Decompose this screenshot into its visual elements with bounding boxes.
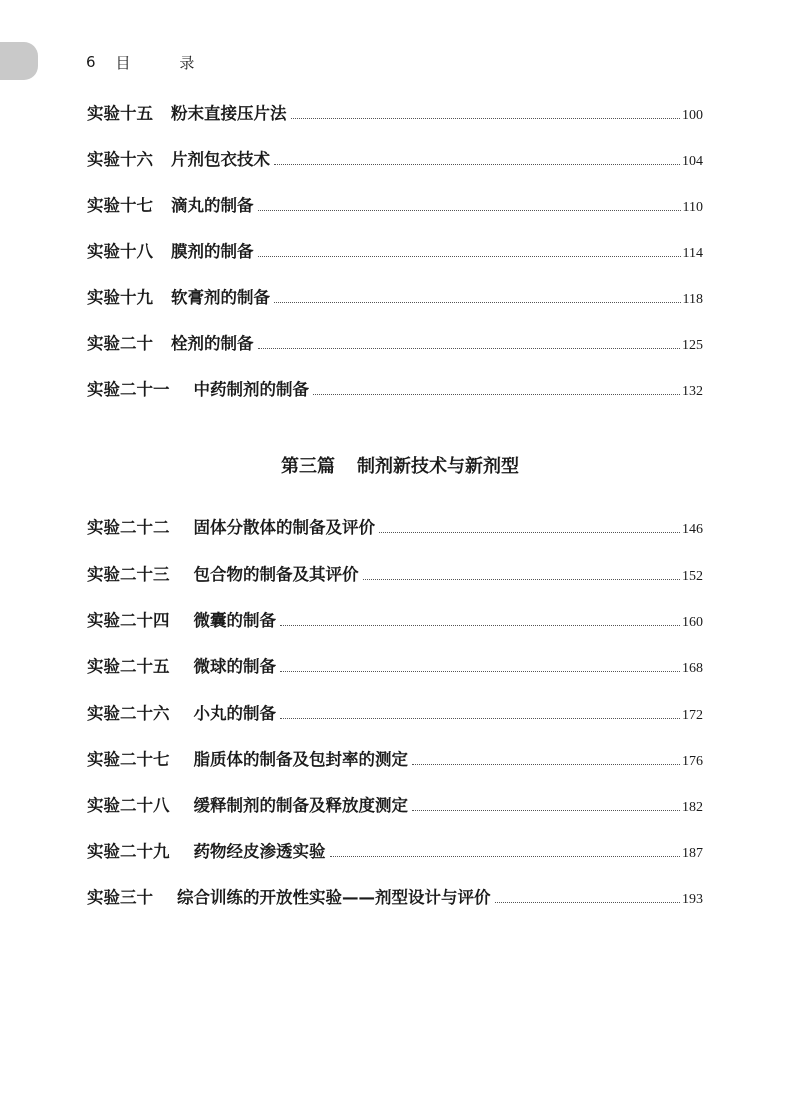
toc-leader-dots <box>258 256 681 257</box>
toc-entry[interactable] <box>87 284 703 308</box>
toc-entry-number: 实验十八 <box>87 242 153 261</box>
toc-entry-page: 176 <box>682 754 703 769</box>
toc-entry-number: 实验二十六 <box>87 704 170 723</box>
toc-entry[interactable] <box>87 746 703 770</box>
toc-leader-dots <box>280 625 680 626</box>
toc-entry[interactable] <box>87 192 703 216</box>
toc-entry-page: 187 <box>682 846 703 861</box>
toc-entry[interactable] <box>87 238 703 262</box>
toc-entry[interactable] <box>87 700 703 724</box>
toc-entry-number: 实验二十九 <box>87 842 170 861</box>
toc-entry-number: 实验十九 <box>87 288 153 307</box>
toc-entry-title: 中药制剂的制备 <box>193 380 309 399</box>
toc-entry-title: 膜剂的制备 <box>171 242 254 261</box>
toc-leader-dots <box>495 902 681 903</box>
toc-entry-number: 实验二十八 <box>87 796 170 815</box>
toc-entry-number: 实验三十 <box>87 888 153 907</box>
toc-entry-page: 168 <box>682 661 703 676</box>
toc-entry-title: 片剂包衣技术 <box>171 150 270 169</box>
toc-entry[interactable] <box>87 146 703 170</box>
toc-leader-dots <box>280 671 680 672</box>
toc-entry[interactable] <box>87 514 703 538</box>
toc-leader-dots <box>412 810 680 811</box>
toc-entry-number: 实验十五 <box>87 104 153 123</box>
toc-leader-dots <box>280 718 680 719</box>
toc-entry-title: 缓释制剂的制备及释放度测定 <box>193 796 408 815</box>
toc-entry-number: 实验二十 <box>87 334 153 353</box>
toc-entry-title: 微球的制备 <box>193 657 276 676</box>
toc-leader-dots <box>363 579 681 580</box>
toc-entry-title: 脂质体的制备及包封率的测定 <box>193 750 408 769</box>
toc-entry-title: 药物经皮渗透实验 <box>193 842 326 861</box>
toc-entry-title: 滴丸的制备 <box>171 196 254 215</box>
toc-entry-number: 实验二十二 <box>87 518 170 537</box>
toc-leader-dots <box>313 394 680 395</box>
toc-leader-dots <box>274 164 680 165</box>
toc-leader-dots <box>291 118 681 119</box>
toc-entry-number: 实验二十四 <box>87 611 170 630</box>
toc-entry[interactable] <box>87 100 703 124</box>
toc-entry-page: 114 <box>682 246 703 261</box>
toc-entry-number: 实验十七 <box>87 196 153 215</box>
toc-leader-dots <box>379 532 680 533</box>
toc-entry[interactable] <box>87 561 703 585</box>
toc-entry-title: 固体分散体的制备及评价 <box>193 518 375 537</box>
section-heading-part3 <box>0 452 800 478</box>
toc-entry-page: 104 <box>682 154 703 169</box>
page-edge-tab <box>0 42 38 80</box>
section-part-name: 制剂新技术与新剂型 <box>357 456 519 477</box>
toc-entry[interactable] <box>87 330 703 354</box>
toc-leader-dots <box>274 302 681 303</box>
toc-entry[interactable] <box>87 792 703 816</box>
toc-entry-title: 小丸的制备 <box>193 704 276 723</box>
toc-entry-page: 160 <box>682 615 703 630</box>
toc-entry-title: 软膏剂的制备 <box>171 288 270 307</box>
toc-entry-number: 实验二十一 <box>87 380 170 399</box>
page-header <box>86 52 216 72</box>
toc-entry-page: 172 <box>682 708 703 723</box>
toc-entry-title: 微囊的制备 <box>193 611 276 630</box>
toc-leader-dots <box>330 856 681 857</box>
toc-entry-title: 粉末直接压片法 <box>171 104 287 123</box>
toc-entry-page: 146 <box>682 522 703 537</box>
toc-entry-title: 栓剂的制备 <box>171 334 254 353</box>
toc-entry[interactable] <box>87 884 703 908</box>
header-title: 目 录 <box>115 53 217 72</box>
toc-leader-dots <box>258 210 681 211</box>
section-part-label: 第三篇 <box>281 456 335 477</box>
toc-entry-page: 182 <box>682 800 703 815</box>
toc-leader-dots <box>412 764 680 765</box>
toc-entry-title: 包合物的制备及其评价 <box>193 565 359 584</box>
toc-entry-page: 193 <box>682 892 703 907</box>
toc-entry-page: 110 <box>682 200 703 215</box>
toc-entry-number: 实验二十七 <box>87 750 170 769</box>
toc-entry-page: 152 <box>682 569 703 584</box>
toc-entry-title: 综合训练的开放性实验——剂型设计与评价 <box>177 888 491 907</box>
toc-entry-page: 125 <box>682 338 703 353</box>
toc-entry[interactable] <box>87 376 703 400</box>
toc-entry-page: 100 <box>682 108 703 123</box>
toc-entry-number: 实验十六 <box>87 150 153 169</box>
page-number: 6 <box>86 53 96 71</box>
toc-entry-page: 132 <box>682 384 703 399</box>
toc-leader-dots <box>258 348 681 349</box>
toc-entry[interactable] <box>87 838 703 862</box>
toc-entry-number: 实验二十五 <box>87 657 170 676</box>
toc-entry[interactable] <box>87 607 703 631</box>
toc-entry-number: 实验二十三 <box>87 565 170 584</box>
toc-entry[interactable] <box>87 653 703 677</box>
toc-entry-page: 118 <box>682 292 703 307</box>
